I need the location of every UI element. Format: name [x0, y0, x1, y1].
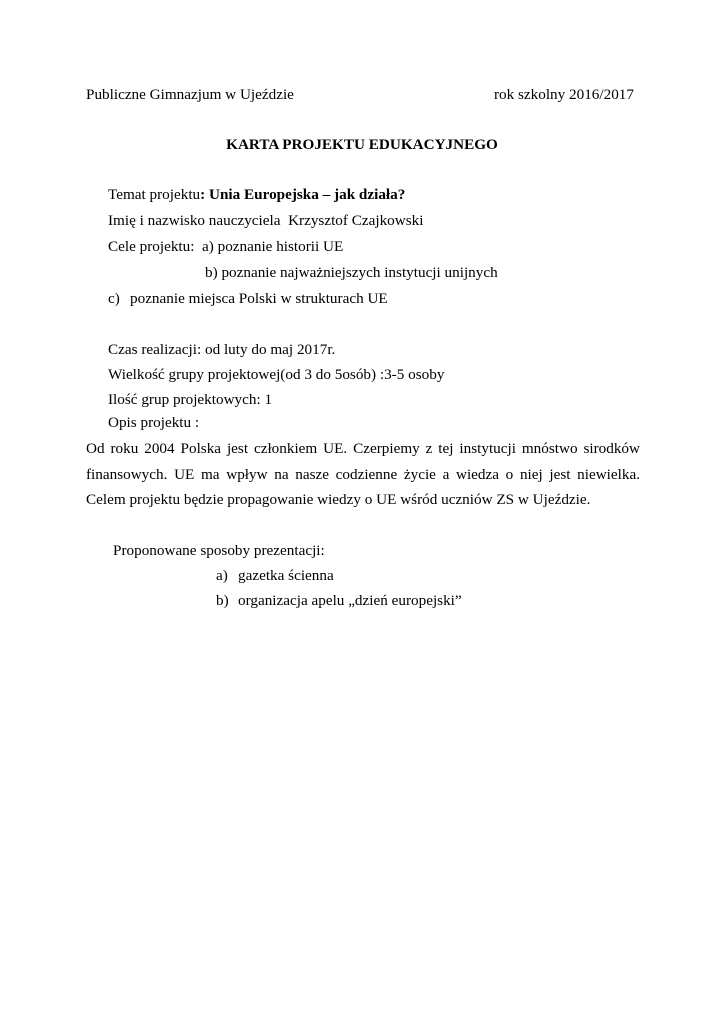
presentation-item-marker: a)	[216, 567, 228, 584]
group-size: Wielkość grupy projektowej(od 3 do 5osób) :3-5 osoby	[108, 366, 445, 383]
presentation-label: Proponowane sposoby prezentacji:	[113, 542, 325, 559]
teacher-name: Krzysztof Czajkowski	[288, 212, 424, 229]
topic-value: : Unia Europejska – jak działa?	[200, 186, 406, 203]
presentation-item-marker: b)	[216, 592, 229, 609]
goals-label: Cele projektu:	[108, 238, 195, 255]
goal-item: b) poznanie najważniejszych instytucji unijnych	[205, 264, 498, 281]
document-title: KARTA PROJEKTU EDUKACYJNEGO	[226, 136, 498, 153]
presentation-item-text: gazetka ścienna	[238, 567, 334, 584]
duration: Czas realizacji: od luty do maj 2017r.	[108, 341, 336, 358]
topic-label: Temat projektu	[108, 186, 201, 203]
goal-item-c-text: poznanie miejsca Polski w strukturach UE	[130, 290, 388, 307]
teacher-label: Imię i nazwisko nauczyciela	[108, 212, 281, 229]
teacher-line	[108, 212, 423, 230]
goal-item-c-marker: c)	[108, 290, 120, 307]
description-text: Od roku 2004 Polska jest członkiem UE. Czerpiemy z tej instytucji mnóstwo sirodków finansowych. UE ma wpływ na nasze codzienne życie a wiedza o niej jest niewielka. Celem projektu będzie propagowanie wiedzy o UE wśród uczniów ZS w Ujeździe.	[86, 440, 640, 508]
goal-item: a) poznanie historii UE	[202, 238, 344, 255]
topic-line	[108, 186, 405, 204]
description-label: Opis projektu :	[108, 414, 200, 431]
school-year: rok szkolny 2016/2017	[493, 86, 634, 103]
school-name: Publiczne Gimnazjum w Ujeździe	[86, 86, 294, 103]
group-count: Ilość grup projektowych: 1	[108, 391, 273, 408]
presentation-item-text: organizacja apelu „dzień europejski”	[238, 592, 462, 609]
